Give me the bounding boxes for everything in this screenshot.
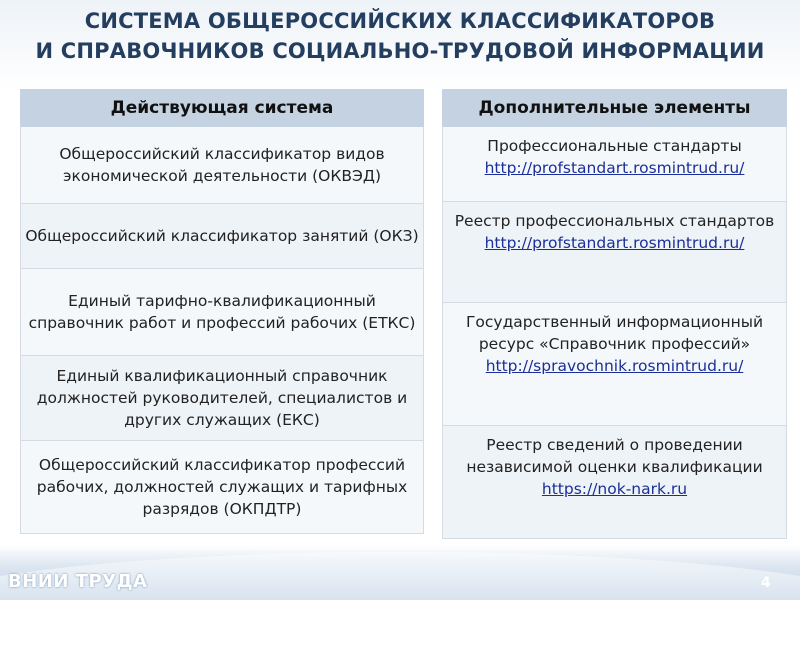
profstandart-registry-link[interactable]: http://profstandart.rosmintrud.ru/ xyxy=(484,234,745,252)
additional-elements-table xyxy=(442,89,787,539)
footer-organization: ВНИИ ТРУДА xyxy=(8,571,148,592)
slide-title xyxy=(0,6,800,66)
row-text: Реестр профессиональных стандартов xyxy=(454,212,775,230)
table-row-okved: Общероссийский классификатор видов экономической деятельности (ОКВЭД) xyxy=(21,127,424,204)
table-row-profession-directory xyxy=(443,303,787,426)
row-text: Реестр сведений о проведении независимой оценки квалификации xyxy=(466,436,763,476)
profstandart-link[interactable]: http://profstandart.rosmintrud.ru/ xyxy=(484,159,745,177)
table-row-profstandards xyxy=(443,127,787,202)
footer-decoration xyxy=(0,552,800,672)
additional-elements-header: Дополнительные элементы xyxy=(443,90,787,127)
spravochnik-link[interactable]: http://spravochnik.rosmintrud.ru/ xyxy=(485,357,744,375)
current-system-table xyxy=(20,89,424,534)
nok-nark-link[interactable]: https://nok-nark.ru xyxy=(541,480,688,498)
page-number: 4 xyxy=(761,575,771,591)
table-row-okz: Общероссийский классификатор занятий (ОКЗ) xyxy=(21,204,424,269)
title-line-2: И СПРАВОЧНИКОВ СОЦИАЛЬНО-ТРУДОВОЙ ИНФОРМАЦИИ xyxy=(35,39,765,63)
row-text: Профессиональные стандарты xyxy=(487,137,742,155)
row-text: Государственный информационный ресурс «Справочник профессий» xyxy=(465,313,764,353)
table-row-eks: Единый квалификационный справочник должностей руководителей, специалистов и других служащих (ЕКС) xyxy=(21,356,424,441)
table-row-etks: Единый тарифно-квалификационный справочник работ и профессий рабочих (ЕТКС) xyxy=(21,269,424,356)
title-line-1: СИСТЕМА ОБЩЕРОССИЙСКИХ КЛАССИФИКАТОРОВ xyxy=(84,9,716,33)
table-row-qualification-assessment xyxy=(443,426,787,539)
table-row-okpdtr: Общероссийский классификатор профессий рабочих, должностей служащих и тарифных разрядов (ОКПДТР) xyxy=(21,441,424,534)
table-row-profstandards-registry xyxy=(443,202,787,303)
current-system-header: Действующая система xyxy=(21,90,424,127)
